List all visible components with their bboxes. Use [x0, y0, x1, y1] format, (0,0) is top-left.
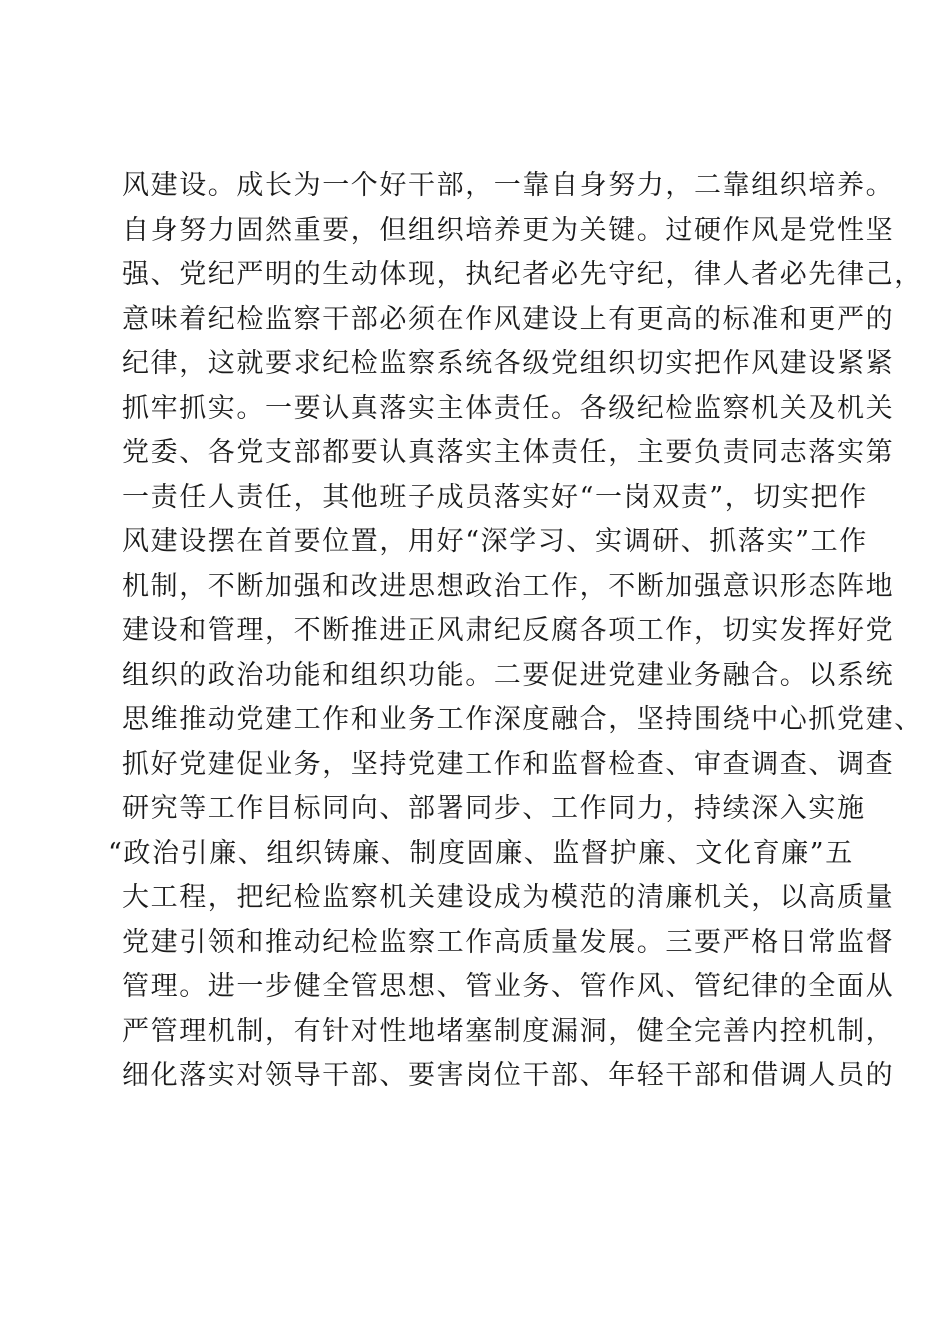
text-line: 党建引领和推动纪检监察工作高质量发展。三要严格日常监督: [122, 926, 895, 958]
text-line: 建设和管理，不断推进正风肃纪反腐各项工作，切实发挥好党: [122, 615, 895, 646]
text-line: 管理。进一步健全管思想、管业务、管作风、管纪律的全面从: [122, 971, 895, 1002]
text-line: 机制，不断加强和改进思想政治工作，不断加强意识形态阵地: [122, 570, 895, 602]
text-line: 大工程，把纪检监察机关建设成为模范的清廉机关，以高质量: [122, 882, 895, 913]
text-line: 细化落实对领导干部、要害岗位干部、年轻干部和借调人员的: [122, 1060, 895, 1091]
text-line: 党委、各党支部都要认真落实主体责任，主要负责同志落实第: [122, 437, 895, 468]
text-line: 组织的政治功能和组织功能。二要促进党建业务融合。以系统: [122, 659, 895, 691]
text-line: 意味着纪检监察干部必须在作风建设上有更高的标准和更严的: [122, 303, 895, 335]
text-line: 一责任人责任，其他班子成员落实好“一岗双责”，切实把作: [122, 481, 868, 513]
text-line: 强、党纪严明的生动体现，执纪者必先守纪，律人者必先律己，: [122, 259, 923, 290]
text-line: 思维推动党建工作和业务工作深度融合，坚持围绕中心抓党建、: [122, 704, 923, 735]
text-line: 风建设摆在首要位置，用好“深学习、实调研、抓落实”工作: [122, 526, 868, 557]
text-line: 抓好党建促业务，坚持党建工作和监督检查、审查调查、调查: [122, 748, 895, 780]
text-line: 自身努力固然重要，但组织培养更为关键。过硬作风是党性坚: [122, 214, 895, 246]
text-line: 严管理机制，有针对性地堵塞制度漏洞，健全完善内控机制，: [122, 1015, 895, 1047]
text-line: 风建设。成长为一个好干部，一靠自身努力，二靠组织培养。: [122, 170, 895, 201]
text-line: 纪律，这就要求纪检监察系统各级党组织切实把作风建设紧紧: [122, 348, 895, 379]
body-text: [108, 164, 923, 1099]
text-line: 研究等工作目标同向、部署同步、工作同力，持续深入实施: [122, 793, 866, 824]
text-line: “政治引廉、组织铸廉、制度固廉、监督护廉、文化育廉”五: [108, 837, 854, 869]
text-line: 抓牢抓实。一要认真落实主体责任。各级纪检监察机关及机关: [122, 392, 895, 424]
